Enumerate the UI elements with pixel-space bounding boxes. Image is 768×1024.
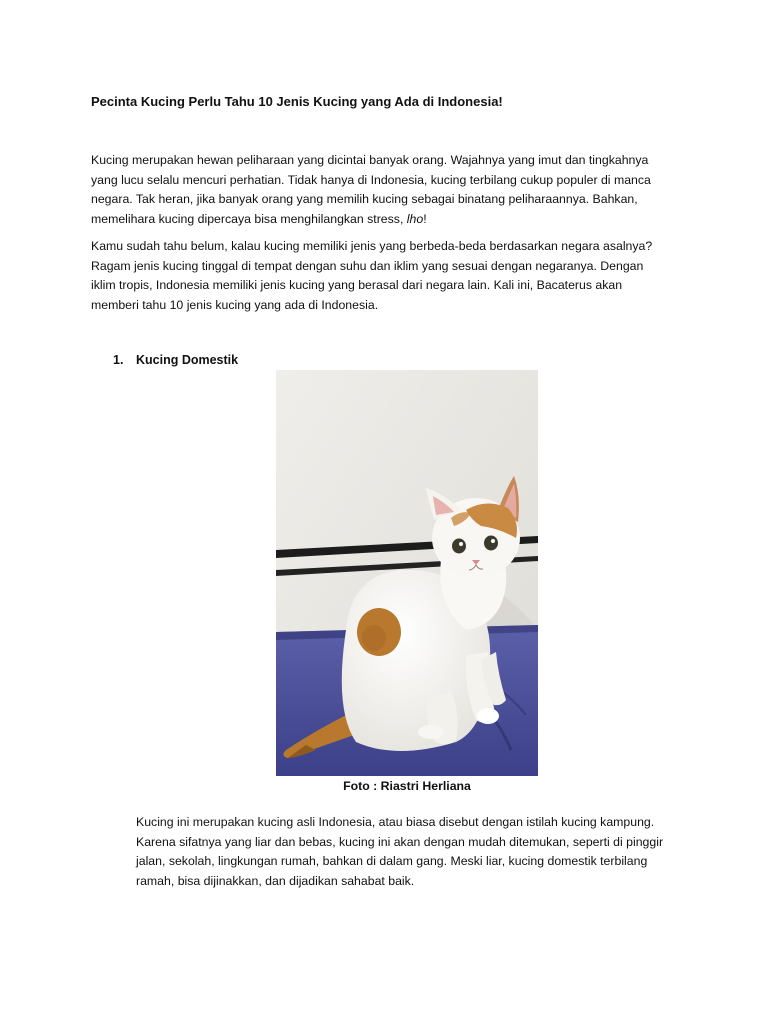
section-1-description: Kucing ini merupakan kucing asli Indonesia, atau biasa disebut dengan istilah kucing kampung. Karena sifatnya yang liar dan bebas, kucing ini akan dengan mudah ditemukan, seperti di pinggir jalan, sekolah, lingkungan rumah, bahkan di dalam gang. Meski liar, kucing domestik terbilang ramah, bisa dijinakkan, dan dijadikan sahabat baik. [136, 815, 664, 888]
intro-paragraph-2: Kamu sudah tahu belum, kalau kucing memiliki jenis yang berbeda-beda berdasarkan negara asalnya? Ragam jenis kucing tinggal di tempat dengan suhu dan iklim yang sesuai dengan negaranya. Dengan iklim tropis, Indonesia memiliki jenis kucing yang berasal dari negara lain. Kali ini, Bacaterus akan memberi tahu 10 jenis kucing yang ada di Indonesia. [91, 239, 653, 312]
section-heading-text: Kucing Domestik [136, 353, 239, 367]
intro-paragraph-1-text: Kucing merupakan hewan peliharaan yang dicintai banyak orang. Wajahnya yang imut dan tingkahnya yang lucu selalu mencuri perhatian. Tidak hanya di Indonesia, kucing terbilang cukup populer di manca negara. Tak heran, jika banyak orang yang memilih kucing sebagai binatang peliharaannya. Bahkan, memelihara kucing dipercaya bisa menghilangkan stress, [91, 153, 651, 226]
cat-photo-illustration [276, 370, 538, 776]
intro-paragraph-1 [91, 151, 671, 229]
section-heading-kucing-domestik [113, 351, 238, 369]
intro-paragraph-1-end: ! [423, 211, 427, 226]
photo-caption: Foto : Riastri Herliana [343, 779, 471, 793]
list-number: 1. [113, 353, 124, 367]
cat-photo [276, 370, 538, 776]
article-title: Pecinta Kucing Perlu Tahu 10 Jenis Kucing yang Ada di Indonesia! [91, 94, 503, 109]
intro-paragraph-1-italic: lho [406, 211, 424, 226]
